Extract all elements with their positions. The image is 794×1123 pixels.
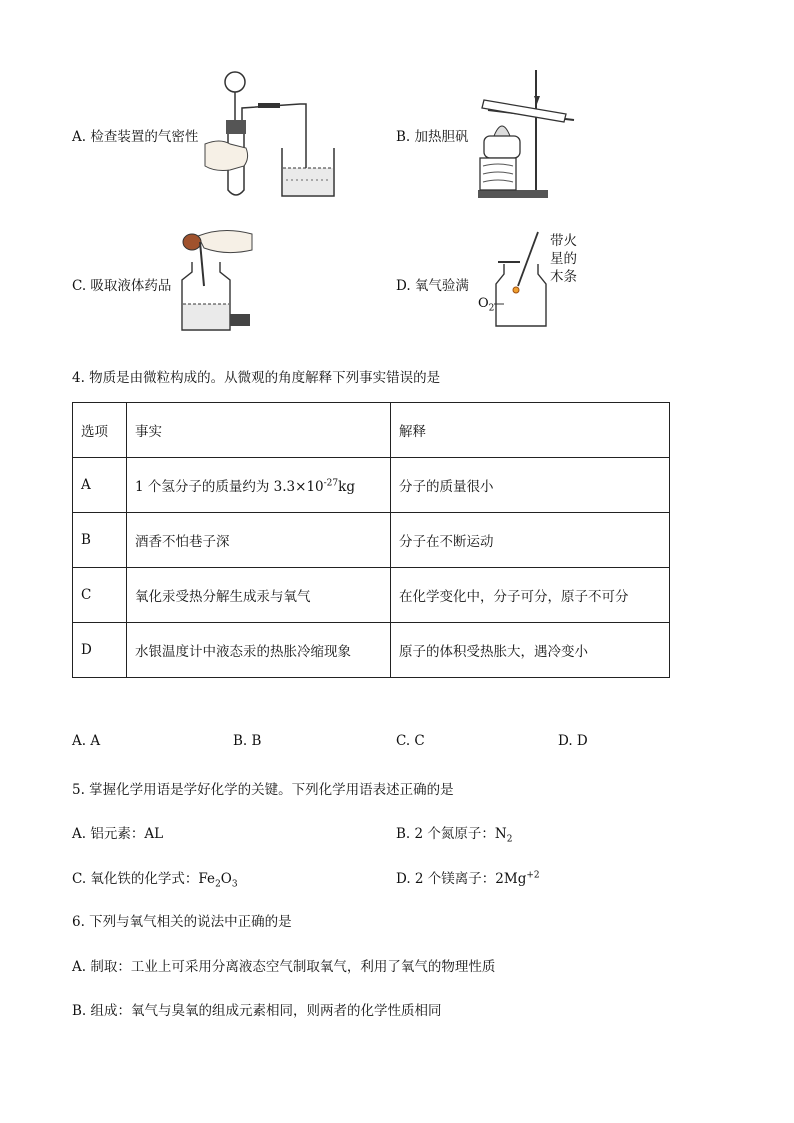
fact-text: 1 个氢分子的质量约为 3.3×10 — [135, 479, 324, 495]
q5-c-subscript-1: 2 — [215, 879, 221, 890]
row-option: B — [73, 513, 127, 568]
q6-option-a: A. 制取：工业上可采用分离液态空气制取氧气，利用了氧气的物理性质 — [72, 959, 496, 975]
table-row — [73, 568, 670, 623]
table-row — [73, 623, 670, 678]
fact-unit: kg — [338, 479, 355, 495]
q4-stem: 4. 物质是由微粒构成的。从微观的角度解释下列事实错误的是 — [72, 370, 441, 386]
splint-label-line-2: 星的 — [550, 251, 577, 267]
q5-d-text: D. 2 个镁离子：2Mg — [396, 871, 527, 887]
option-c-label: C. 吸取液体药品 — [72, 278, 172, 294]
row-fact — [127, 458, 391, 513]
q5-stem: 5. 掌握化学用语是学好化学的关键。下列化学用语表述正确的是 — [72, 782, 454, 798]
row-explanation: 分子的质量很小 — [391, 458, 670, 513]
q5-c-text: C. 氧化铁的化学式：Fe — [72, 871, 216, 887]
q5-b-subscript: 2 — [506, 834, 513, 845]
q5-option-a: A. 铝元素：AL — [72, 826, 164, 842]
oxygen-symbol: O — [478, 296, 489, 311]
row-option: C — [73, 568, 127, 623]
airtightness-check-figure — [200, 66, 340, 201]
fact-exponent: -27 — [323, 478, 339, 489]
q4-answer-a: A. A — [72, 733, 101, 749]
option-a-label: A. 检查装置的气密性 — [72, 129, 199, 145]
q5-option-b — [396, 822, 512, 845]
table-row — [73, 513, 670, 568]
header-explanation: 解释 — [391, 403, 670, 458]
row-option: D — [73, 623, 127, 678]
q4-answer-b: B. B — [233, 733, 262, 749]
splint-label — [550, 232, 577, 286]
q5-d-charge: +2 — [526, 870, 540, 881]
row-fact: 水银温度计中液态汞的热胀冷缩现象 — [127, 623, 391, 678]
option-d-label: D. 氧气验满 — [396, 278, 469, 294]
header-option: 选项 — [73, 403, 127, 458]
heating-bluestone-figure — [474, 66, 584, 202]
row-explanation: 原子的体积受热胀大，遇冷变小 — [391, 623, 670, 678]
header-fact: 事实 — [127, 403, 391, 458]
table-row — [73, 458, 670, 513]
oxygen-subscript: 2 — [488, 303, 495, 314]
q6-stem: 6. 下列与氧气相关的说法中正确的是 — [72, 914, 292, 930]
splint-label-line-3: 木条 — [550, 269, 577, 285]
dropper-figure — [178, 226, 254, 334]
row-explanation: 分子在不断运动 — [391, 513, 670, 568]
oxygen-full-test-figure — [474, 226, 560, 332]
option-b-label: B. 加热胆矾 — [396, 129, 469, 145]
q5-c-subscript-2: 3 — [231, 879, 238, 890]
table-header-row — [73, 403, 670, 458]
oxygen-label — [478, 296, 494, 314]
q5-c-oxygen: O — [220, 871, 232, 887]
q4-answer-d: D. D — [558, 733, 588, 749]
q5-option-c — [72, 867, 238, 890]
q5-option-d — [396, 867, 540, 887]
q4-answer-c: C. C — [396, 733, 425, 749]
q5-b-text: B. 2 个氮原子：N — [396, 826, 507, 842]
q4-table — [72, 402, 670, 678]
row-fact: 酒香不怕巷子深 — [127, 513, 391, 568]
q6-option-b: B. 组成：氧气与臭氧的组成元素相同，则两者的化学性质相同 — [72, 1003, 442, 1019]
row-explanation: 在化学变化中，分子可分，原子不可分 — [391, 568, 670, 623]
splint-label-line-1: 带火 — [550, 233, 577, 249]
row-fact: 氧化汞受热分解生成汞与氧气 — [127, 568, 391, 623]
row-option: A — [73, 458, 127, 513]
